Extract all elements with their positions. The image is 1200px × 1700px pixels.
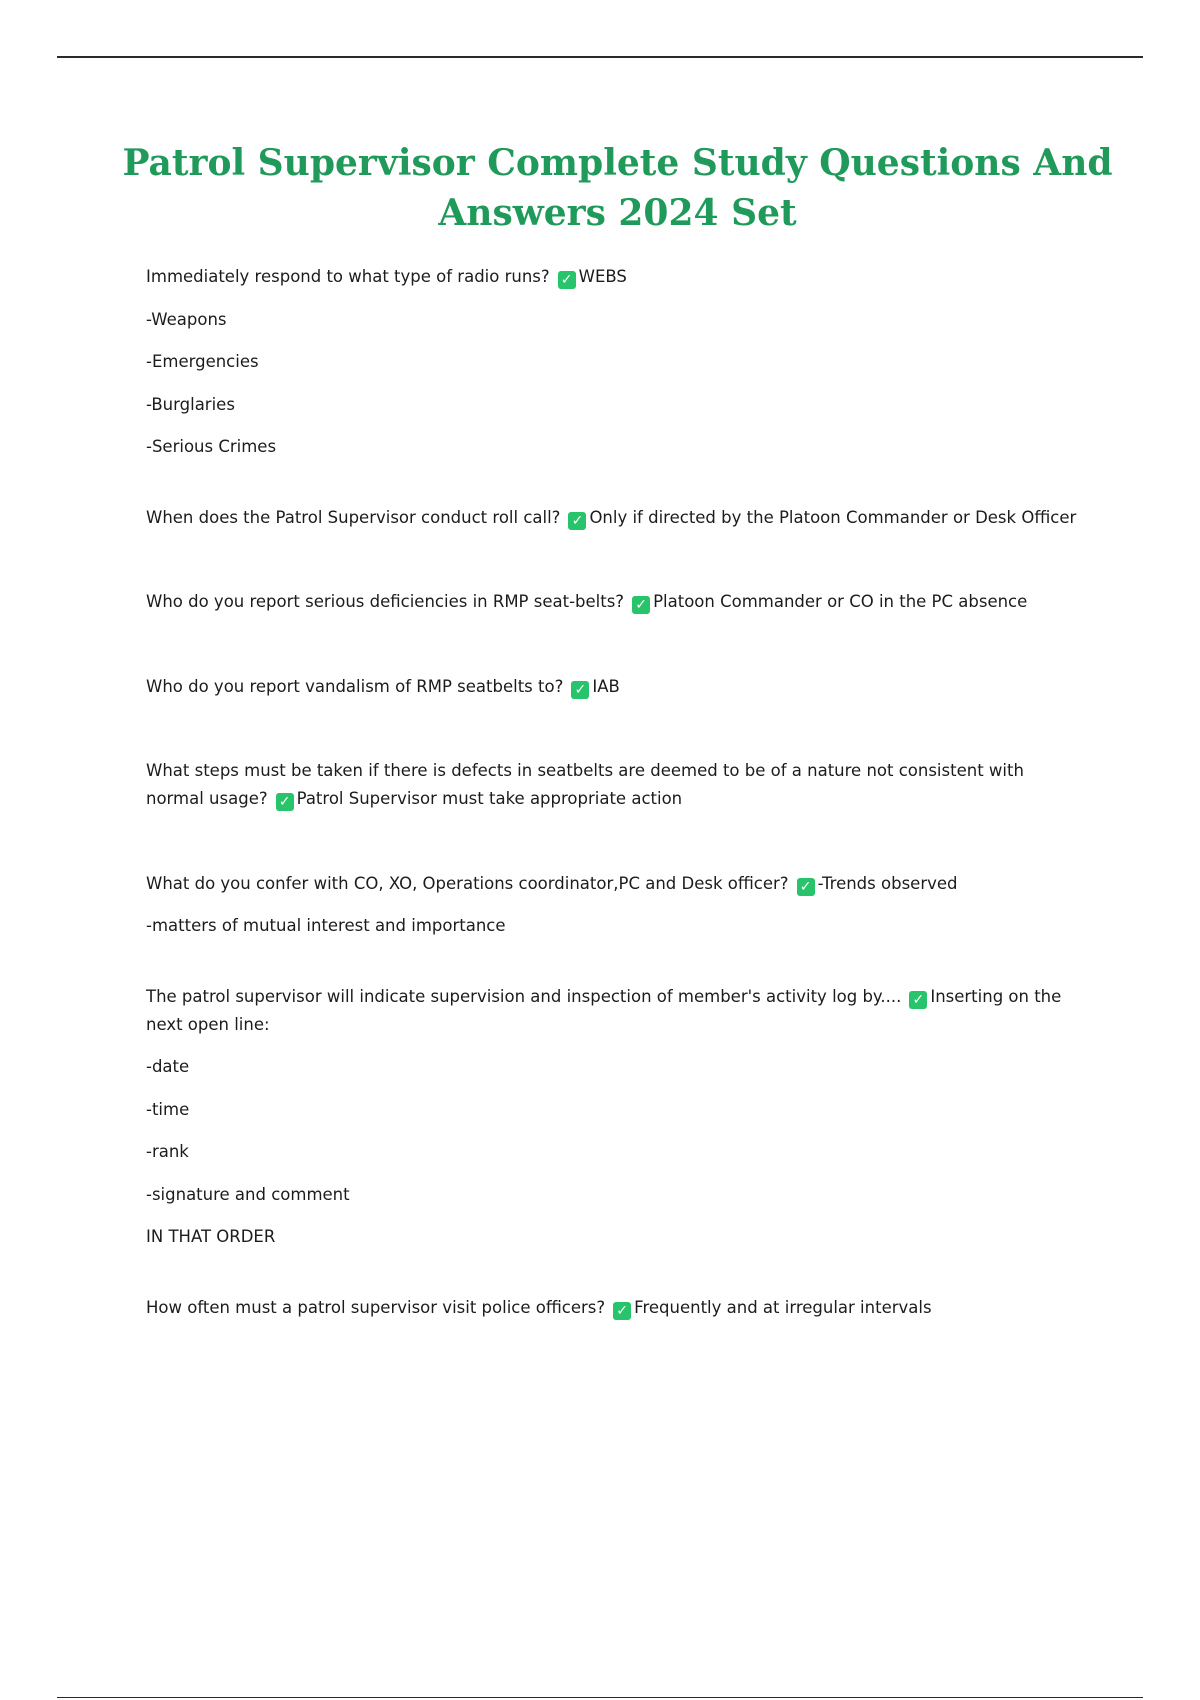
answer-detail-line: -rank <box>146 1142 189 1161</box>
qa-item <box>146 263 1076 461</box>
check-box-icon: ✓ <box>558 271 576 289</box>
qa-question-line <box>146 870 1076 898</box>
answer-detail-line: -Serious Crimes <box>146 437 277 456</box>
qa-item <box>146 757 1076 813</box>
answer-detail-line: -signature and comment <box>146 1184 350 1204</box>
qa-question-line <box>146 504 1076 532</box>
question-text: How often must a patrol supervisor visit police officers? <box>146 1297 606 1317</box>
answer-detail-line: -date <box>146 1057 190 1076</box>
answer-text: Platoon Commander or CO in the PC absence <box>653 592 1028 611</box>
answer-text: IAB <box>592 676 620 696</box>
question-text: Who do you report vandalism of RMP seatbelts to? <box>146 676 564 696</box>
top-divider <box>57 56 1143 58</box>
qa-item <box>146 504 1076 532</box>
answer-text: -Trends observed <box>817 873 958 893</box>
check-box-icon: ✓ <box>909 991 927 1009</box>
answer-detail-line: -Weapons <box>146 309 227 329</box>
qa-item <box>146 1294 1076 1322</box>
question-text: When does the Patrol Supervisor conduct roll call? <box>146 507 561 527</box>
check-box-icon: ✓ <box>276 793 294 811</box>
question-text: The patrol supervisor will indicate supervision and inspection of member's activity log by.... <box>146 986 902 1006</box>
answer-text: Only if directed by the Platoon Commander or Desk Officer <box>589 507 1077 527</box>
qa-item <box>146 870 1076 941</box>
check-box-icon: ✓ <box>571 681 589 699</box>
answer-text: Patrol Supervisor must take appropriate action <box>296 789 683 808</box>
question-text: What do you confer with CO, XO, Operations coordinator,PC and Desk officer? <box>146 873 789 893</box>
qa-question-line <box>146 263 1076 291</box>
answer-detail-line: -time <box>146 1099 190 1119</box>
question-text: What steps must be taken if there is defects in seatbelts are deemed to be of a nature not consistent with normal usage? <box>146 761 1024 808</box>
qa-question-line <box>146 983 1076 1039</box>
qa-item <box>146 588 1076 616</box>
qa-question-line <box>146 1294 1076 1322</box>
qa-question-line <box>146 588 1076 616</box>
answer-text: WEBS <box>578 267 627 286</box>
document-title: Patrol Supervisor Complete Study Questions And Answers 2024 Set <box>122 142 1113 234</box>
answer-detail-line: -matters of mutual interest and importance <box>146 916 506 935</box>
answer-text: Inserting on the next open line: <box>146 986 1062 1034</box>
qa-item <box>146 983 1076 1252</box>
qa-item <box>146 673 1076 701</box>
answer-detail-line: -Burglaries <box>146 394 235 414</box>
check-box-icon: ✓ <box>797 878 815 896</box>
question-text: Immediately respond to what type of radio runs? <box>146 267 550 286</box>
bottom-divider <box>57 1697 1143 1698</box>
answer-detail-line: IN THAT ORDER <box>146 1227 276 1246</box>
check-box-icon: ✓ <box>613 1302 631 1320</box>
answer-detail-line: -Emergencies <box>146 352 259 371</box>
answer-text: Frequently and at irregular intervals <box>634 1297 932 1317</box>
qa-content <box>146 263 1076 1336</box>
qa-question-line <box>146 757 1076 813</box>
check-box-icon: ✓ <box>568 512 586 530</box>
question-text: Who do you report serious deficiencies in RMP seat-belts? <box>146 592 625 611</box>
check-box-icon: ✓ <box>632 596 650 614</box>
qa-question-line <box>146 673 1076 701</box>
